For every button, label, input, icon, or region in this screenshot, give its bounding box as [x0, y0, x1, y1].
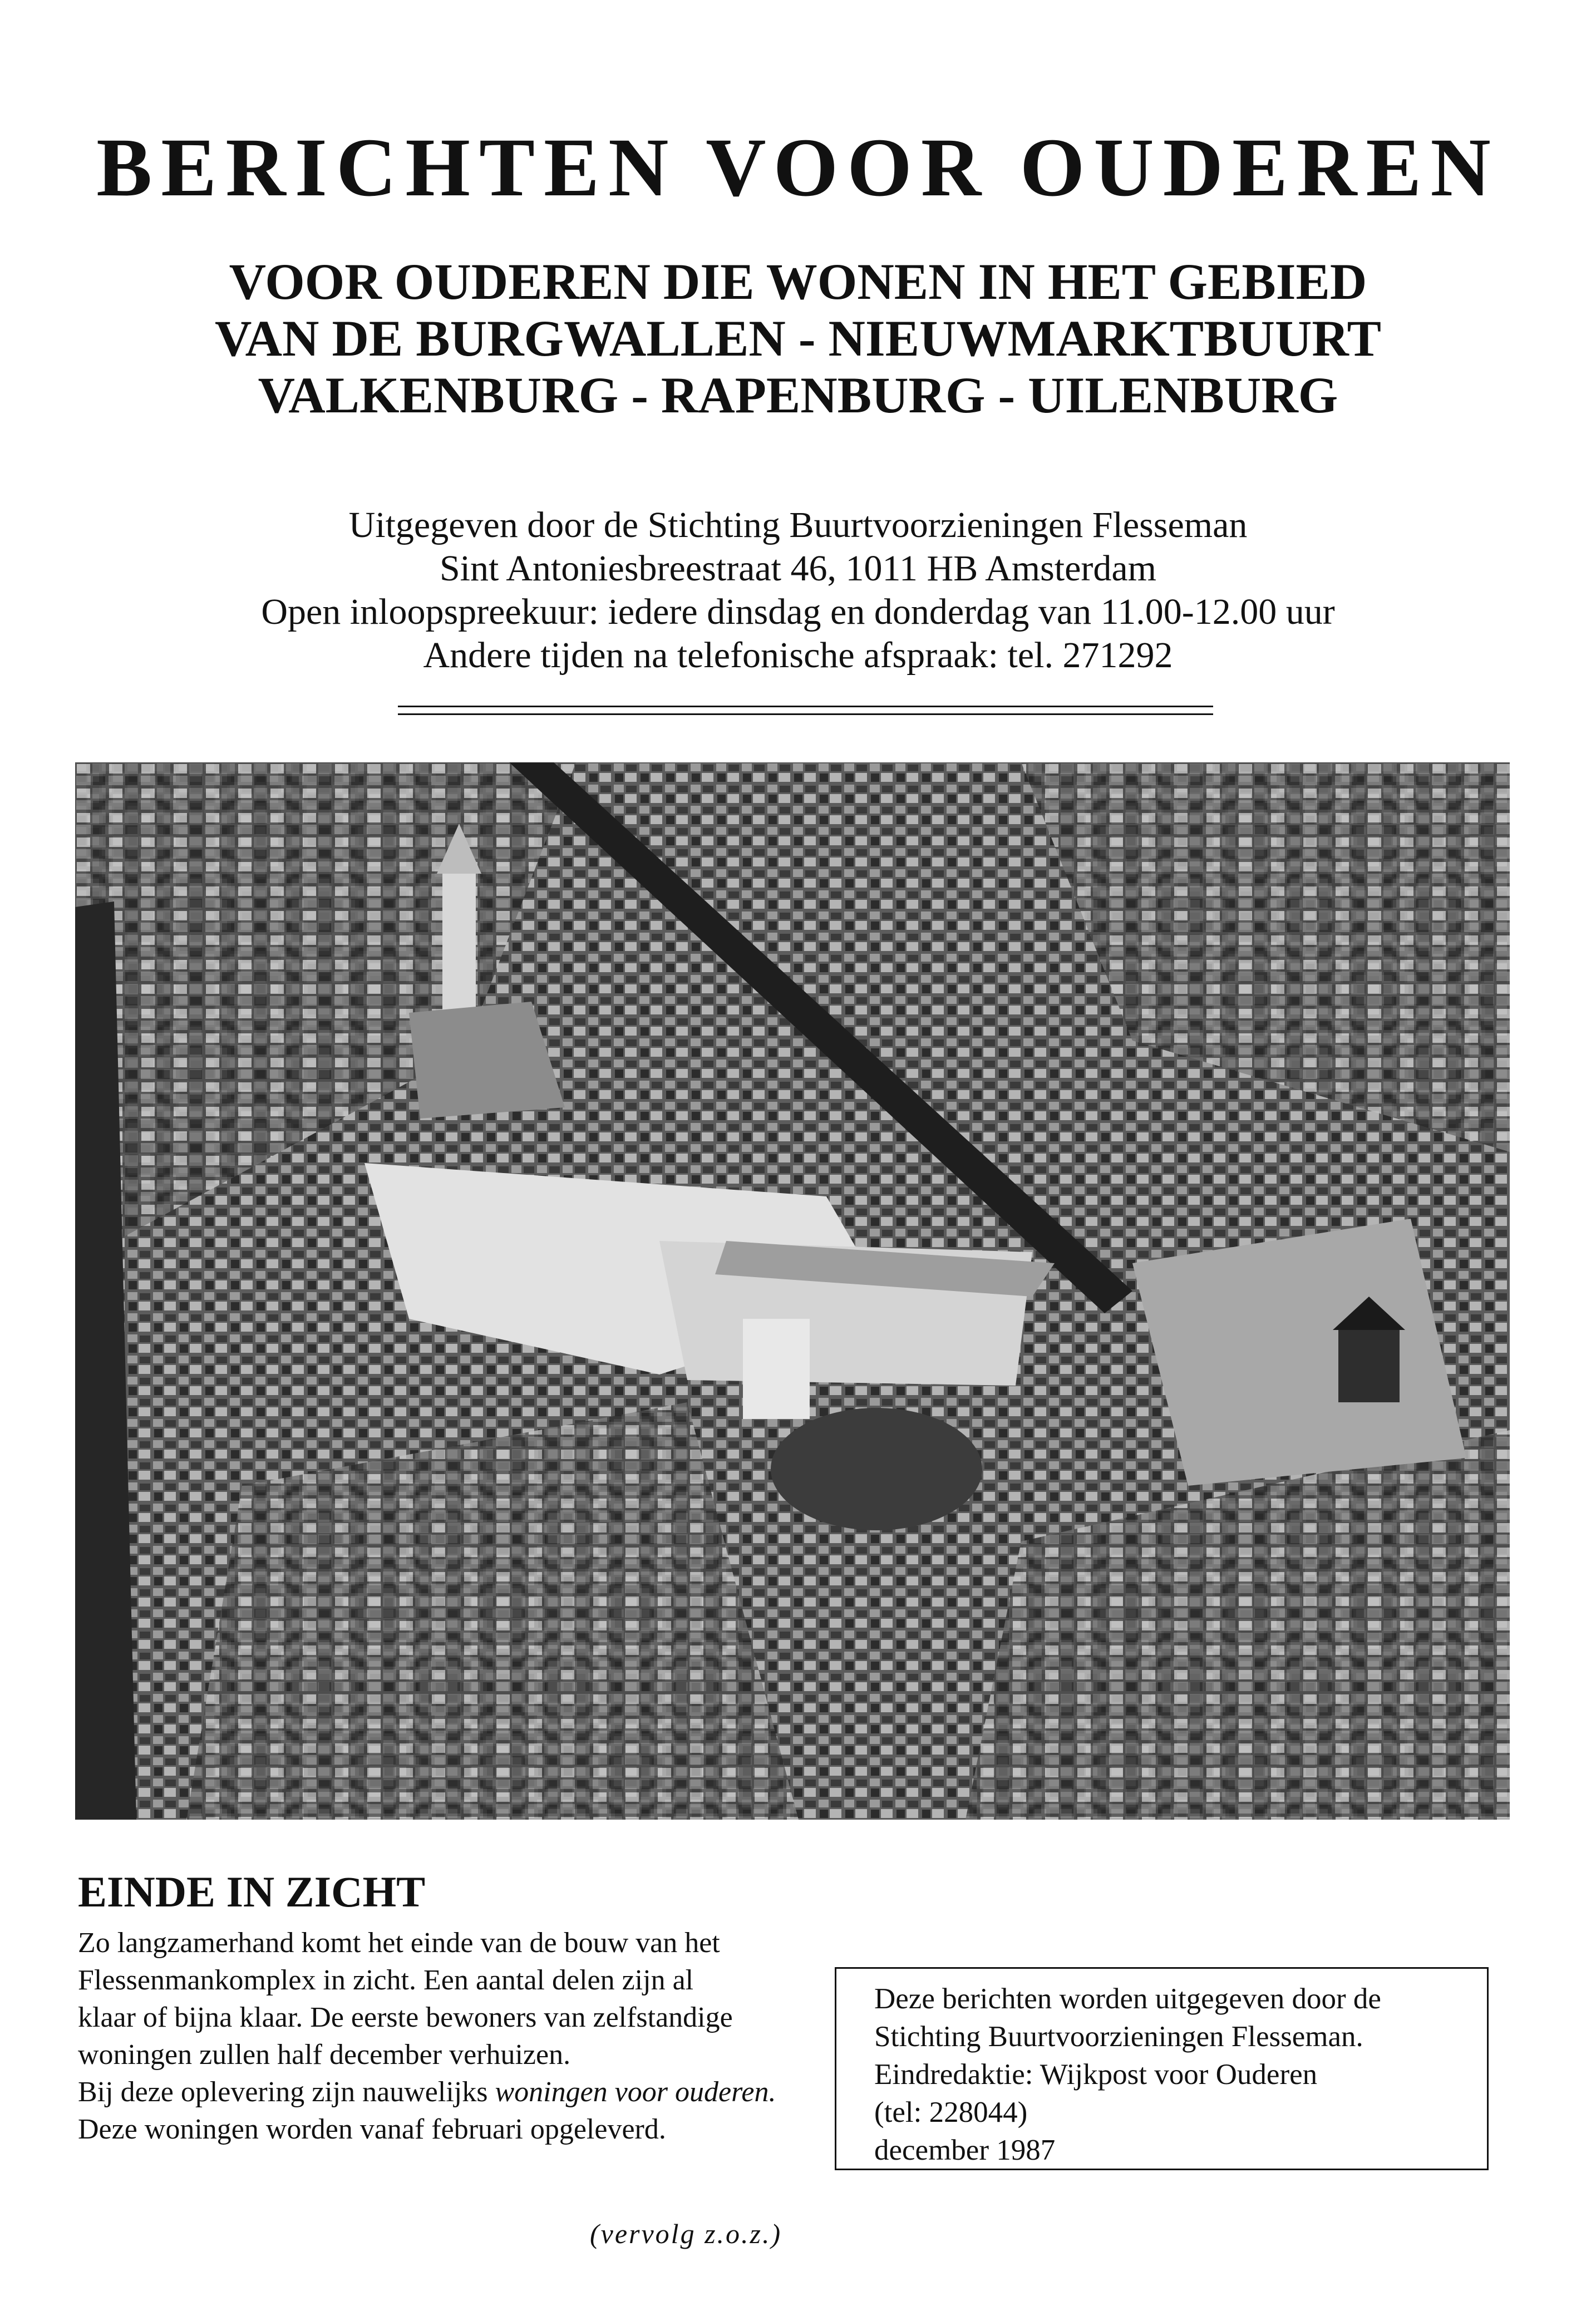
subtitle-line: VALKENBURG - RAPENBURG - UILENBURG	[258, 367, 1338, 423]
publisher-line: Andere tijden na telefonische afspraak: tel. 271292	[423, 635, 1173, 676]
subtitle-block	[0, 253, 1596, 423]
colophon-box	[835, 1967, 1489, 2170]
masthead-title: BERICHTEN VOOR OUDEREN	[96, 121, 1500, 214]
publisher-line: Sint Antoniesbreestraat 46, 1011 HB Amsterdam	[439, 548, 1157, 589]
colophon-line: Deze berichten worden uitgegeven door de	[874, 1983, 1381, 2015]
article-line: Deze woningen worden vanaf februari opgeleverd.	[78, 2113, 666, 2145]
publisher-line: Uitgegeven door de Stichting Buurtvoorzieningen Flesseman	[348, 505, 1248, 545]
subtitle-line: VAN DE BURGWALLEN - NIEUWMARKTBUURT	[215, 310, 1381, 367]
article-line: Zo langzamerhand komt het einde van de bouw van het	[78, 1927, 720, 1959]
article-body	[78, 1924, 818, 2148]
article-line: woningen zullen half december verhuizen.	[78, 2039, 571, 2071]
colophon-line: december 1987	[874, 2134, 1056, 2166]
continued-note: (vervolg z.o.z.)	[590, 2218, 782, 2249]
article-line: klaar of bijna klaar. De eerste bewoners van zelfstandige	[78, 2002, 733, 2033]
colophon-line: Stichting Buurtvoorzieningen Flesseman.	[874, 2021, 1363, 2053]
article-line-emphasis	[78, 2073, 818, 2111]
double-rule-bottom	[398, 713, 1213, 715]
publisher-info	[0, 504, 1596, 677]
article-title: EINDE IN ZICHT	[78, 1868, 426, 1916]
colophon-line: Eindredaktie: Wijkpost voor Ouderen	[874, 2058, 1318, 2091]
subtitle-line: VOOR OUDEREN DIE WONEN IN HET GEBIED	[229, 253, 1367, 310]
article-line: Flessenmankomplex in zicht. Een aantal delen zijn al	[78, 1964, 694, 1996]
double-rule-top	[398, 706, 1213, 707]
article-line-prefix: Bij deze oplevering zijn nauwelijks	[78, 2076, 495, 2108]
publisher-line: Open inloopspreekuur: iedere dinsdag en donderdag van 11.00-12.00 uur	[261, 592, 1335, 632]
aerial-photo	[75, 762, 1510, 1820]
colophon-line: (tel: 228044)	[874, 2096, 1028, 2128]
article-emphasis: woningen voor ouderen.	[495, 2076, 776, 2108]
